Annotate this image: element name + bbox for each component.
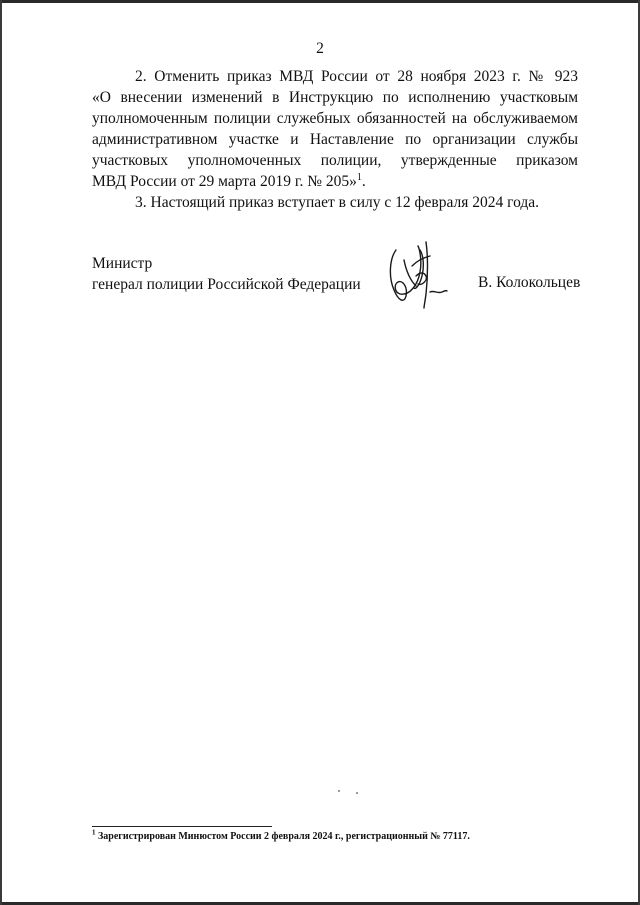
footnote — [92, 828, 470, 842]
paragraph-2-line: уполномоченным полиции служебных обязанностей на обслуживаемом — [92, 110, 578, 127]
signatory-title: Министр — [92, 255, 153, 272]
paragraph-2-line: МВД России от 29 марта 2019 г. № 205» — [92, 173, 357, 190]
footnote-text: Зарегистрирован Минюстом России 2 февраля 2024 г., регистрационный № 77117. — [98, 831, 470, 842]
paragraph-2-line: участковых уполномоченных полиции, утвержденные приказом — [92, 152, 578, 169]
document-body — [92, 66, 578, 213]
scan-speck — [338, 790, 340, 792]
paragraph-2-line: административном участке и Наставление по организации службы — [92, 131, 578, 148]
footnote-marker: 1 — [92, 828, 96, 837]
scan-border-top — [0, 0, 640, 3]
signatory-rank: генерал полиции Российской Федерации — [92, 276, 361, 293]
page-number: 2 — [316, 40, 324, 57]
scan-border-left — [0, 0, 2, 905]
paragraph-2-line: «О внесении изменений в Инструкцию по исполнению участковым — [92, 89, 578, 106]
handwritten-signature — [380, 236, 460, 312]
paragraph-2-line: 2. Отменить приказ МВД России от 28 ноября 2023 г. № 923 — [135, 68, 578, 85]
signatory-name: В. Колокольцев — [478, 274, 581, 291]
signatory-position — [92, 253, 361, 295]
paragraph-2 — [92, 66, 578, 192]
paragraph-2-last-line: МВД России от 29 марта 2019 г. № 205»$^1$. — [92, 171, 366, 190]
scan-speck — [356, 792, 358, 794]
footnote-separator — [92, 826, 272, 827]
paragraph-3: 3. Настоящий приказ вступает в силу с 12 февраля 2024 года. — [135, 194, 540, 211]
footnote-reference[interactable]: 1 — [356, 171, 362, 183]
